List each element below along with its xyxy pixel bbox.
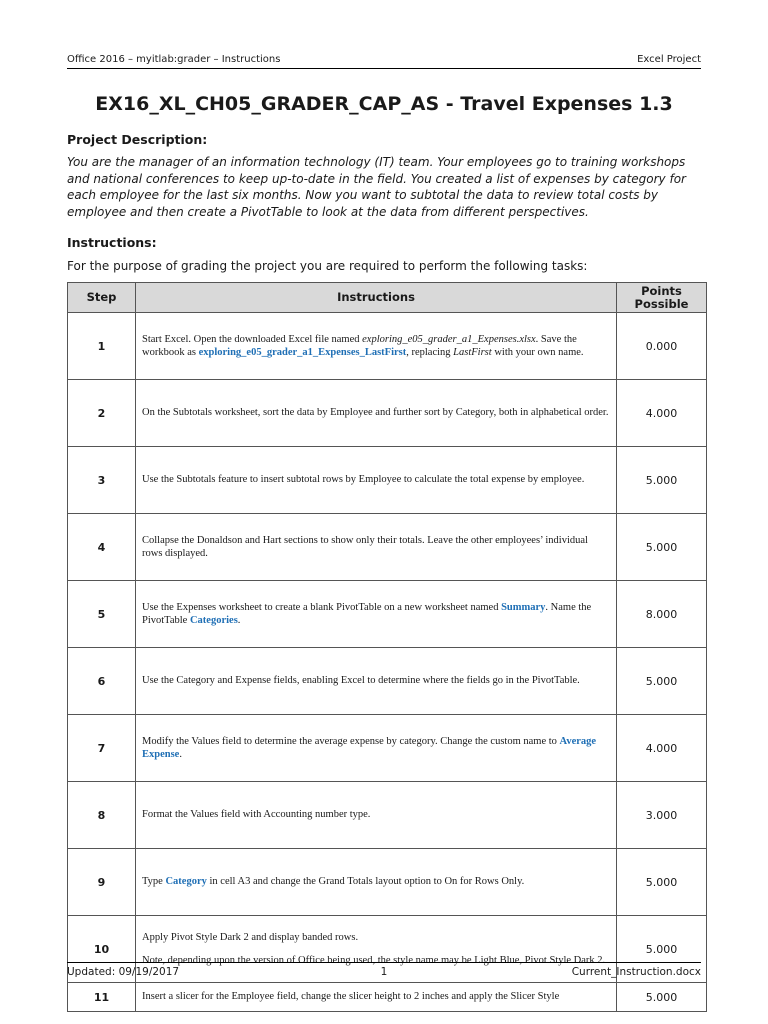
instructions-heading: Instructions: (67, 235, 157, 250)
instruction-segment: Use the Expenses worksheet to create a blank PivotTable on a new worksheet named (142, 601, 502, 613)
page-header (67, 54, 701, 68)
instruction-paragraph (142, 406, 610, 420)
points-value: 5.000 (617, 983, 707, 1012)
page-footer (67, 966, 701, 980)
instruction-text (136, 849, 617, 916)
table-row (68, 983, 707, 1012)
instruction-text (136, 715, 617, 782)
instruction-text (136, 447, 617, 514)
points-value: 5.000 (617, 849, 707, 916)
points-value: 4.000 (617, 715, 707, 782)
highlighted-term: Summary (501, 601, 546, 613)
italic-term: LastFirst (453, 347, 492, 358)
project-description-text: You are the manager of an information technology (IT) team. Your employees go to training workshops and national conferences to keep up-to-date in the field. You created a list of expenses by category for each employee for the last six months. Now you want to subtotal the data to review total costs by employee and then create a PivotTable to look at the data from different perspectives. (67, 155, 686, 219)
instruction-paragraph (142, 735, 610, 762)
step-number: 3 (68, 447, 136, 514)
instruction-paragraph (142, 601, 610, 628)
table-row (68, 313, 707, 380)
instruction-text (136, 380, 617, 447)
points-value: 3.000 (617, 782, 707, 849)
instruction-paragraph (142, 333, 610, 360)
step-number: 5 (68, 581, 136, 648)
points-value: 5.000 (617, 648, 707, 715)
header-right-text: Excel Project (637, 54, 701, 65)
instruction-paragraph: Apply Pivot Style Dark 2 and display banded rows. (142, 932, 359, 943)
italic-term: exploring_e05_grader_a1_Expenses.xlsx (362, 333, 536, 345)
instructions-column-header: Instructions (136, 283, 617, 313)
instruction-segment: Insert a slicer for the Employee field, change the slicer height to 2 inches and apply the Slicer Style (142, 991, 560, 1003)
step-number: 6 (68, 648, 136, 715)
points-value: 5.000 (617, 916, 707, 983)
instruction-paragraph (142, 808, 610, 822)
footer-rule (67, 962, 701, 963)
instruction-paragraph (142, 990, 610, 1004)
points-value: 0.000 (617, 313, 707, 380)
points-value: 5.000 (617, 447, 707, 514)
table-body (68, 313, 707, 1012)
instruction-segment: Modify the Values field to determine the average expense by category. Change the custom name to (142, 735, 560, 747)
instruction-text (136, 648, 617, 715)
instruction-text (136, 514, 617, 581)
points-value: 8.000 (617, 581, 707, 648)
instruction-segment: with your own name. (491, 347, 584, 358)
instruction-segment: . (179, 749, 182, 760)
table-row (68, 715, 707, 782)
step-number: 9 (68, 849, 136, 916)
instruction-segment: Format the Values field with Accounting number type. (142, 809, 371, 821)
document-title: EX16_XL_CH05_GRADER_CAP_AS - Travel Expenses 1.3 (95, 93, 673, 115)
points-value: 4.000 (617, 380, 707, 447)
instructions-intro: For the purpose of grading the project you are required to perform the following tasks: (67, 259, 588, 273)
footer-updated-date: Updated: 09/19/2017 (67, 966, 180, 978)
instruction-segment: Use the Category and Expense fields, enabling Excel to determine where the fields go in the PivotTable. (142, 675, 580, 687)
instruction-segment: . (237, 615, 241, 626)
instruction-segment: Collapse the Donaldson and Hart sections to show only their totals. Leave the other employees’ individual rows displayed. (142, 534, 588, 559)
instruction-text (136, 983, 617, 1012)
highlighted-term: Categories (189, 615, 238, 626)
step-number: 7 (68, 715, 136, 782)
header-left-text: Office 2016 – myitlab:grader – Instructions (67, 54, 281, 65)
table-row (68, 782, 707, 849)
step-number: 1 (68, 313, 136, 380)
table-row (68, 380, 707, 447)
table-row (68, 849, 707, 916)
instructions-table (67, 282, 707, 1012)
instruction-segment: . Name the PivotTable (142, 601, 592, 626)
step-number: 8 (68, 782, 136, 849)
instruction-segment: Start Excel. Open the downloaded Excel file named (142, 333, 363, 345)
highlighted-term: Average Expense (142, 735, 597, 760)
instruction-segment: . Save the workbook as (142, 333, 577, 358)
table-header-row (68, 283, 707, 313)
instruction-segment: in cell A3 and change the Grand Totals layout option to On for Rows Only. (206, 876, 525, 888)
instruction-paragraph (142, 473, 610, 487)
step-column-header: Step (68, 283, 136, 313)
table-row (68, 514, 707, 581)
step-number: 4 (68, 514, 136, 581)
instruction-text (136, 782, 617, 849)
instruction-segment: Use the Subtotals feature to insert subtotal rows by Employee to calculate the total expense by employee. (142, 474, 585, 486)
instruction-text (136, 313, 617, 380)
instruction-paragraph (142, 875, 610, 889)
highlighted-term: exploring_e05_grader_a1_Expenses_LastFirst (198, 347, 407, 358)
table-row (68, 581, 707, 648)
points-column-header: Points Possible (617, 283, 707, 313)
table-row (68, 447, 707, 514)
step-number: 11 (68, 983, 136, 1012)
instruction-paragraph (142, 674, 610, 688)
footer-page-number: 1 (380, 966, 388, 978)
table-row (68, 648, 707, 715)
project-description-heading: Project Description: (67, 132, 208, 147)
instruction-segment: Type (142, 876, 166, 888)
header-rule (67, 68, 701, 69)
footer-file-name: Current_Instruction.docx (571, 966, 701, 978)
instruction-text (136, 581, 617, 648)
highlighted-term: Category (165, 876, 207, 888)
step-number: 10 (68, 916, 136, 983)
points-value: 5.000 (617, 514, 707, 581)
instruction-segment: , replacing (406, 347, 454, 358)
instruction-paragraph (142, 534, 610, 561)
instruction-paragraph: Note, depending upon the version of Office being used, the style name may be Light Blue, Pivot Style Dark 2. (142, 954, 606, 966)
step-number: 2 (68, 380, 136, 447)
instruction-segment: On the Subtotals worksheet, sort the data by Employee and further sort by Category, both in alphabetical order. (142, 407, 609, 419)
